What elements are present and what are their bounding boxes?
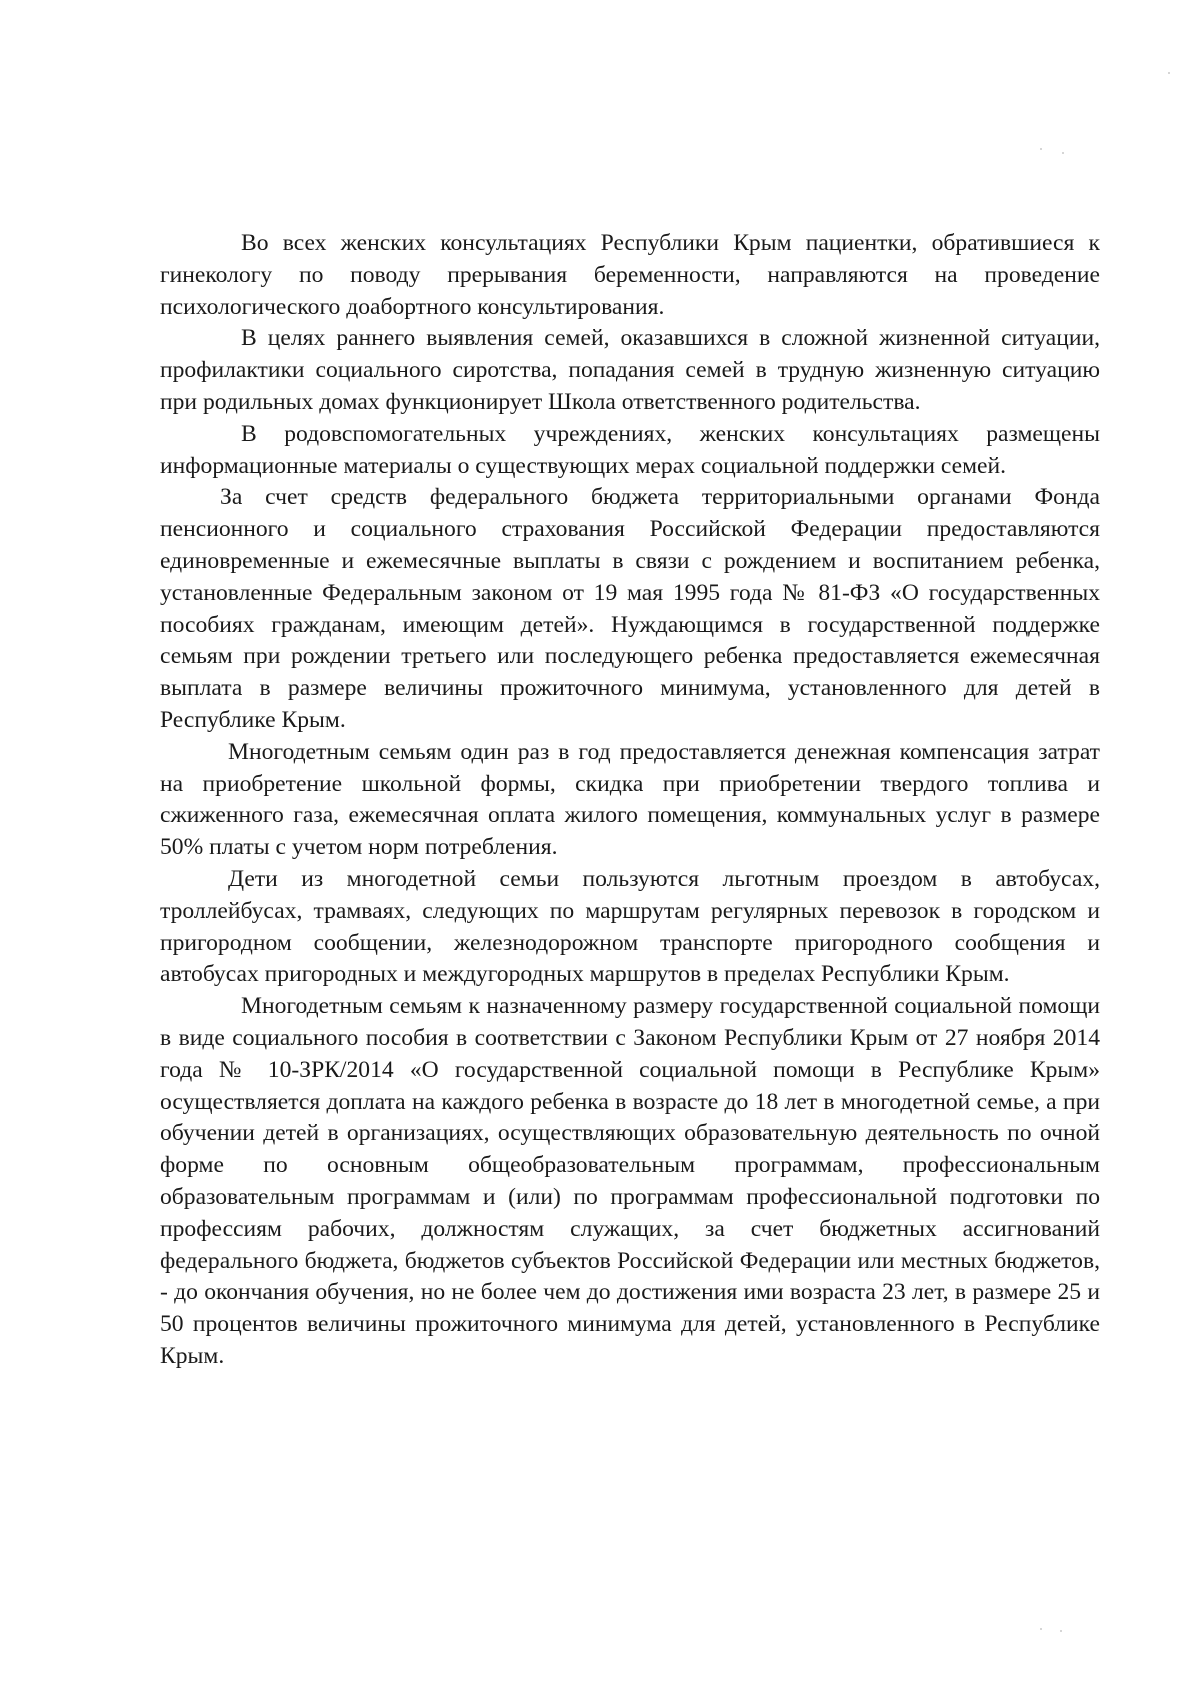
scan-speck bbox=[1062, 152, 1064, 154]
document-body bbox=[160, 228, 1100, 1373]
scan-speck bbox=[1168, 72, 1170, 74]
scan-speck bbox=[1040, 148, 1042, 150]
scan-speck bbox=[1040, 1628, 1042, 1630]
scan-speck bbox=[1060, 1630, 1062, 1632]
paragraph-transport-benefits: Дети из многодетной семьи пользуются льготным проездом в автобусах, троллейбусах, трамваях, следующих по маршрутам регулярных перевозок в городском и пригородном сообщении, железнодорожном транспорте пригородного сообщения и автобусах пригородных и междугородных маршрутов в пределах Республики Крым. bbox=[160, 865, 1100, 988]
paragraph-abortion-counseling: Во всех женских консультациях Республики Крым пациентки, обратившиеся к гинекологу по поводу прерывания беременности, направляются на проведение психологического доабортного консультирования. bbox=[160, 230, 1100, 320]
paragraph-information-materials: В родовспомогательных учреждениях, женских консультациях размещены информационные материалы о существующих мерах социальной поддержки семей. bbox=[160, 420, 1100, 479]
paragraph-large-family-compensation: Многодетным семьям один раз в год предоставляется денежная компенсация затрат на приобретение школьной формы, скидка при приобретении твердого топлива и сжиженного газа, ежемесячная оплата жилого помещения, коммунальных услуг в размере 50% платы с учетом норм потребления. bbox=[160, 738, 1100, 861]
paragraph-federal-payments: За счет средств федерального бюджета территориальными органами Фонда пенсионного и социального страхования Российской Федерации предоставляются единовременные и ежемесячные выплаты в связи с рождением и воспитанием ребенка, установленные Федеральным законом от 19 мая 1995 года № 81-ФЗ «О государственных пособиях гражданам, имеющим детей». Нуждающимся в государственной поддержке семьям при рождении третьего или последующего ребенка предоставляется ежемесячная выплата в размере величины прожиточного минимума, установленного для детей в Республике Крым. bbox=[160, 484, 1100, 733]
paragraph-social-assistance: Многодетным семьям к назначенному размеру государственной социальной помощи в виде социального пособия в соответствии с Законом Республики Крым от 27 ноября 2014 года № 10-ЗРК/2014 «О государственной социальной помощи в Республике Крым» осуществляется доплата на каждого ребенка в возрасте до 18 лет в многодетной семье, а при обучении детей в организациях, осуществляющих образовательную деятельность по очной форме по основным общеобразовательным программам, профессиональным образовательным программам и (или) по программам профессиональной подготовки по профессиям рабочих, должностям служащих, за счет бюджетных ассигнований федерального бюджета, бюджетов субъектов Российской Федерации или местных бюджетов, - до окончания обучения, но не более чем до достижения ими возраста 23 лет, в размере 25 и 50 процентов величины прожиточного минимума для детей, установленного в Республике Крым. bbox=[160, 993, 1100, 1369]
paragraph-parenting-school: В целях раннего выявления семей, оказавшихся в сложной жизненной ситуации, профилактики социального сиротства, попадания семей в трудную жизненную ситуацию при родильных домах функционирует Школа ответственного родительства. bbox=[160, 325, 1100, 415]
